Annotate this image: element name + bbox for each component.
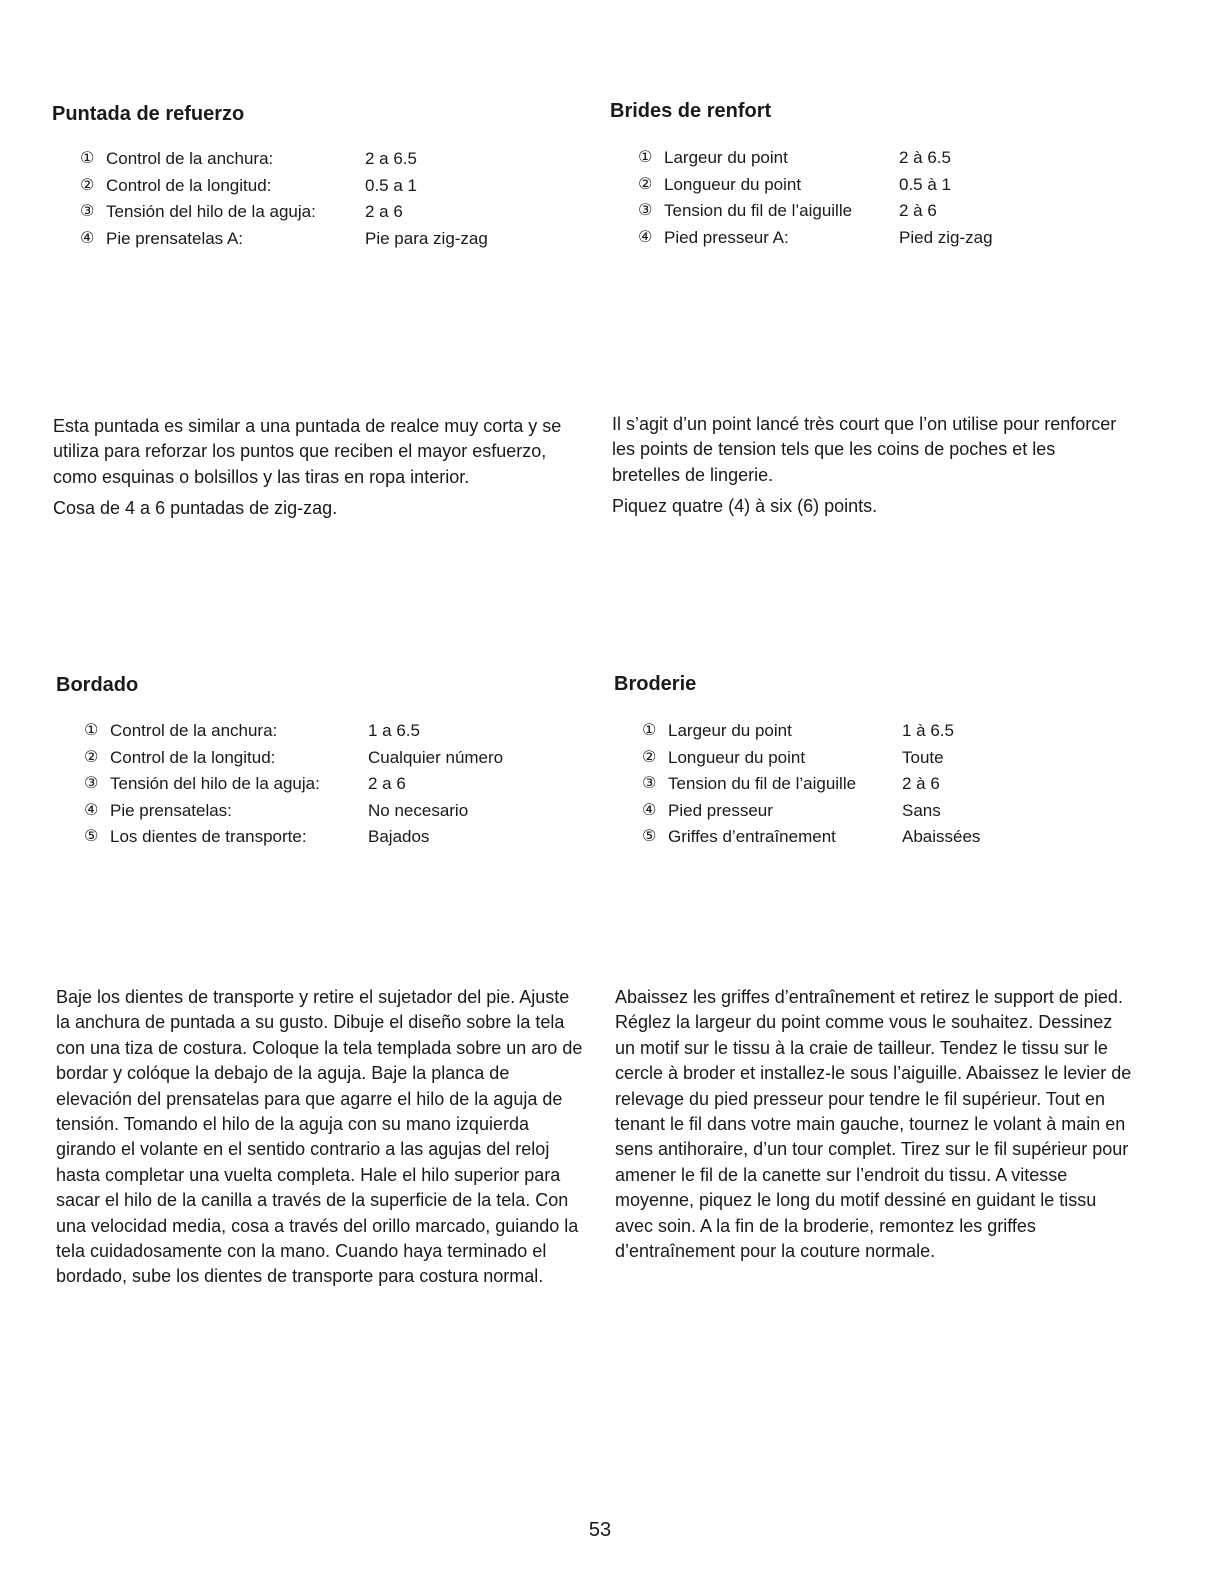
setting-row: [642, 745, 980, 772]
body-text-puntada: [53, 414, 573, 522]
setting-value: 2 à 6: [902, 774, 940, 793]
setting-value: Toute: [902, 747, 944, 767]
setting-value: Cualquier número: [368, 747, 504, 767]
heading-brides-de-renfort: Brides de renfort: [610, 100, 772, 122]
setting-number: ①: [638, 149, 653, 166]
setting-label: Pie prensatelas A:: [106, 228, 244, 248]
page-number: 53: [588, 1519, 612, 1541]
settings-list-brides: [638, 145, 993, 251]
setting-row: [84, 798, 503, 825]
setting-number: ②: [638, 175, 653, 193]
setting-value: Pied zig-zag: [899, 227, 993, 247]
paragraph: Baje los dientes de transporte y retire el sujetador del pie. Ajuste la anchura de puntada a su gusto. Dibuje el diseño sobre la tela con una tiza de costura. Coloque la tela templada sobre un aro de bordar y colóque la debajo de la aguja. Baje la planca de elevación del prensatelas para que agarre el hilo de la aguja de tensión. Tomando el hilo de la aguja con su mano izquierda girando el volante en el sentido contrario a las agujas del reloj hasta completar una vuelta completa. Hale el hilo superior para sacar el hilo de la canilla a través de la superficie de la tela. Con una velocidad media, cosa a través del orillo marcado, guiando la tela cuidadosamente con la mano. Cuando haya terminado el bordado, sube los dientes de transporte para costura normal.: [56, 987, 583, 1287]
setting-label: Pie prensatelas:: [110, 800, 232, 820]
setting-value: Abaissées: [902, 827, 981, 846]
setting-label: Control de la anchura:: [110, 721, 278, 740]
setting-row: [638, 172, 993, 199]
setting-row: [80, 199, 488, 226]
setting-number: ④: [638, 228, 653, 246]
paragraph: Il s’agit d’un point lancé très court que l’on utilise pour renforcer les points de tension tels que les coins de poches et les bretelles de lingerie.: [612, 414, 1117, 485]
setting-row: [638, 198, 993, 225]
setting-label: Largeur du point: [664, 148, 788, 167]
setting-number: ④: [642, 801, 657, 819]
setting-row: [80, 173, 488, 200]
heading-bordado: Bordado: [56, 674, 139, 696]
paragraph: Piquez quatre (4) à six (6) points.: [612, 496, 878, 517]
setting-row: [642, 824, 980, 851]
setting-value: No necesario: [368, 800, 469, 820]
setting-label: Largeur du point: [668, 721, 792, 740]
settings-list-puntada: [80, 146, 488, 252]
setting-value: 0.5 à 1: [899, 174, 951, 194]
setting-row: [84, 718, 503, 745]
setting-row: [642, 798, 980, 825]
setting-value: 2 a 6: [368, 774, 406, 793]
setting-label: Tension du fil de l’aiguille: [664, 201, 853, 220]
setting-number: ⑤: [642, 828, 657, 845]
setting-label: Pied presseur A:: [664, 227, 789, 247]
setting-number: ③: [80, 203, 95, 220]
setting-number: ④: [80, 229, 95, 247]
setting-value: Bajados: [368, 827, 430, 846]
setting-label: Longueur du point: [664, 174, 802, 194]
setting-row: [642, 718, 980, 745]
setting-label: Longueur du point: [668, 747, 806, 767]
setting-value: 1 a 6.5: [368, 721, 420, 740]
setting-value: 2 a 6: [365, 202, 403, 221]
setting-label: Tensión del hilo de la aguja:: [106, 202, 316, 221]
setting-number: ③: [642, 775, 657, 792]
setting-value: 2 à 6.5: [899, 148, 951, 167]
setting-number: ①: [80, 150, 95, 167]
setting-number: ③: [638, 202, 653, 219]
body-text-broderie: [615, 985, 1135, 1264]
heading-puntada-de-refuerzo: Puntada de refuerzo: [52, 103, 245, 125]
paragraph: Cosa de 4 a 6 puntadas de zig-zag.: [53, 498, 338, 519]
setting-value: 2 a 6.5: [365, 149, 417, 168]
setting-number: ②: [84, 748, 99, 766]
setting-label: Los dientes de transporte:: [110, 827, 307, 846]
setting-row: [84, 771, 503, 798]
setting-value: 1 à 6.5: [902, 721, 954, 740]
setting-number: ③: [84, 775, 99, 792]
setting-row: [80, 226, 488, 253]
settings-list-bordado: [84, 718, 503, 851]
setting-label: Control de la anchura:: [106, 149, 274, 168]
heading-broderie: Broderie: [614, 673, 697, 695]
setting-label: Tension du fil de l’aiguille: [668, 774, 857, 793]
setting-row: [84, 745, 503, 772]
setting-label: Control de la longitud:: [106, 175, 272, 195]
paragraph: Abaissez les griffes d’entraînement et retirez le support de pied. Réglez la largeur du point comme vous le souhaitez. Dessinez un motif sur le tissu à la craie de tailleur. Tendez le tissu sur le cercle à broder et installez-le sous l’aiguille. Abaissez le levier de relevage du pied presseur pour tendre le fil supérieur. Tout en tenant le fil dans votre main gauche, tournez le volant à main en sens antihoraire, d’un tour complet. Tirez sur le fil supérieur pour amener le fil de la canette sur l’endroit du tissu. A vitesse moyenne, piquez le long du motif dessiné en guidant le tissu avec soin. A la fin de la broderie, remontez les griffes d’entraînement pour la couture normale.: [615, 987, 1132, 1262]
setting-number: ②: [642, 748, 657, 766]
paragraph: Esta puntada es similar a una puntada de realce muy corta y se utiliza para reforzar los puntos que reciben el mayor esfuerzo, como esquinas o bolsillos y las tiras en ropa interior.: [53, 416, 562, 487]
setting-row: [638, 225, 993, 252]
setting-row: [638, 145, 993, 172]
setting-label: Control de la longitud:: [110, 747, 276, 767]
settings-list-broderie: [642, 718, 980, 851]
setting-value: 0.5 a 1: [365, 175, 417, 195]
setting-label: Pied presseur: [668, 800, 773, 820]
setting-number: ①: [642, 722, 657, 739]
setting-label: Griffes d’entraînement: [668, 827, 836, 846]
setting-number: ⑤: [84, 828, 99, 845]
setting-value: 2 à 6: [899, 201, 937, 220]
setting-value: Pie para zig-zag: [365, 228, 488, 248]
setting-value: Sans: [902, 800, 941, 820]
setting-number: ④: [84, 801, 99, 819]
setting-row: [84, 824, 503, 851]
body-text-bordado: [56, 985, 586, 1290]
setting-row: [642, 771, 980, 798]
setting-number: ①: [84, 722, 99, 739]
setting-row: [80, 146, 488, 173]
body-text-brides: [612, 412, 1117, 520]
setting-number: ②: [80, 176, 95, 194]
setting-label: Tensión del hilo de la aguja:: [110, 774, 320, 793]
